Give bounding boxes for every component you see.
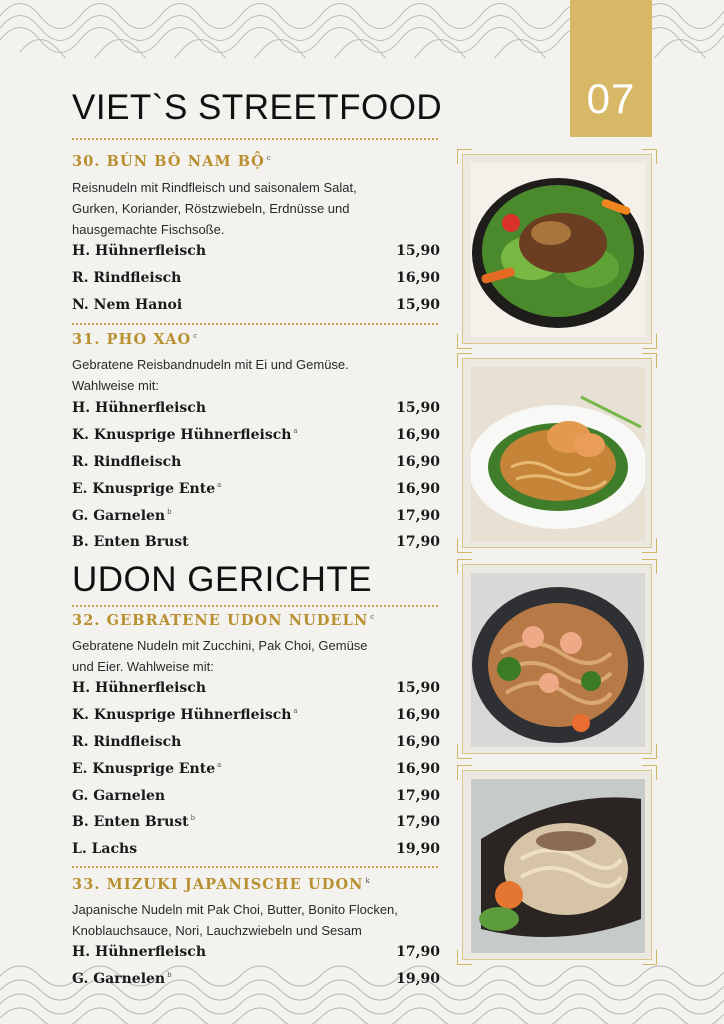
menu-option-row: R. Rindfleisch 16,90: [72, 270, 440, 286]
menu-option-row: K. Knusprige Hühnerfleisch $^a$ 16,90: [72, 707, 440, 723]
dish-photo-31: [462, 358, 652, 548]
divider: [72, 138, 438, 140]
divider: [72, 866, 438, 868]
dish-photo-30: [462, 154, 652, 344]
menu-option-row: B. Enten Brust $^b$ 17,90: [72, 814, 440, 830]
menu-option-row: H. Hühnerfleisch 15,90: [72, 680, 440, 696]
dish-description-30: Reisnudeln mit Rindfleisch und saisonalem Salat, Gurken, Koriander, Röstzwiebeln, Erdnüsse und hausgemachte Fischsoße.: [72, 180, 357, 237]
menu-option-row: R. Rindfleisch 16,90: [72, 454, 440, 470]
dish-photo-32: [462, 564, 652, 754]
dish-description-32: Gebratene Nudeln mit Zucchini, Pak Choi, Gemüse und Eier. Wahlweise mit:: [72, 638, 368, 674]
dish-description-33: Japanische Nudeln mit Pak Choi, Butter, Bonito Flocken, Knoblauchsauce, Nori, Lauchzwiebeln und Sesam: [72, 902, 398, 938]
dish-description-31: Gebratene Reisbandnudeln mit Ei und Gemüse. Wahlweise mit:: [72, 357, 349, 393]
divider: [72, 605, 438, 607]
mizuki-udon-photo: [471, 779, 645, 953]
section-title-streetfood: VIET`S STREETFOOD: [72, 88, 443, 127]
page-number-badge: [570, 0, 652, 137]
section-title-udon: UDON GERICHTE: [72, 560, 373, 599]
menu-option-row: G. Garnelen $^b$ 19,90: [72, 971, 440, 987]
dish-title-33: 33. MIZUKI JAPANISCHE UDON $^k$: [72, 876, 370, 893]
menu-option-row: H. Hühnerfleisch 15,90: [72, 243, 440, 259]
divider: [72, 323, 438, 325]
fried-rice-noodles-shrimp-photo: [471, 367, 645, 541]
dish-photo-33: [462, 770, 652, 960]
menu-option-row: E. Knusprige Ente $^a$ 16,90: [72, 761, 440, 777]
menu-option-row: E. Knusprige Ente $^a$ 16,90: [72, 481, 440, 497]
menu-option-row: G. Garnelen $^b$ 17,90: [72, 508, 440, 524]
dish-title-31: 31. PHO XAO $^c$: [72, 331, 198, 348]
menu-option-row: R. Rindfleisch 16,90: [72, 734, 440, 750]
beef-noodle-salad-photo: [471, 163, 645, 337]
dish-title-32: 32. GEBRATENE UDON NUDELN $^c$: [72, 612, 375, 629]
dish-title-30: 30. BÚN BÒ NAM BỘ $^c$: [72, 153, 271, 170]
menu-option-row: K. Knusprige Hühnerfleisch $^a$ 16,90: [72, 427, 440, 443]
menu-option-row: H. Hühnerfleisch 17,90: [72, 944, 440, 960]
menu-option-row: L. Lachs 19,90: [72, 841, 440, 857]
menu-option-row: N. Nem Hanoi 15,90: [72, 297, 440, 313]
menu-option-row: H. Hühnerfleisch 15,90: [72, 400, 440, 416]
page-number: 07: [586, 75, 636, 122]
menu-option-row: B. Enten Brust 17,90: [72, 534, 440, 550]
fried-udon-shrimp-photo: [471, 573, 645, 747]
menu-option-row: G. Garnelen 17,90: [72, 788, 440, 804]
